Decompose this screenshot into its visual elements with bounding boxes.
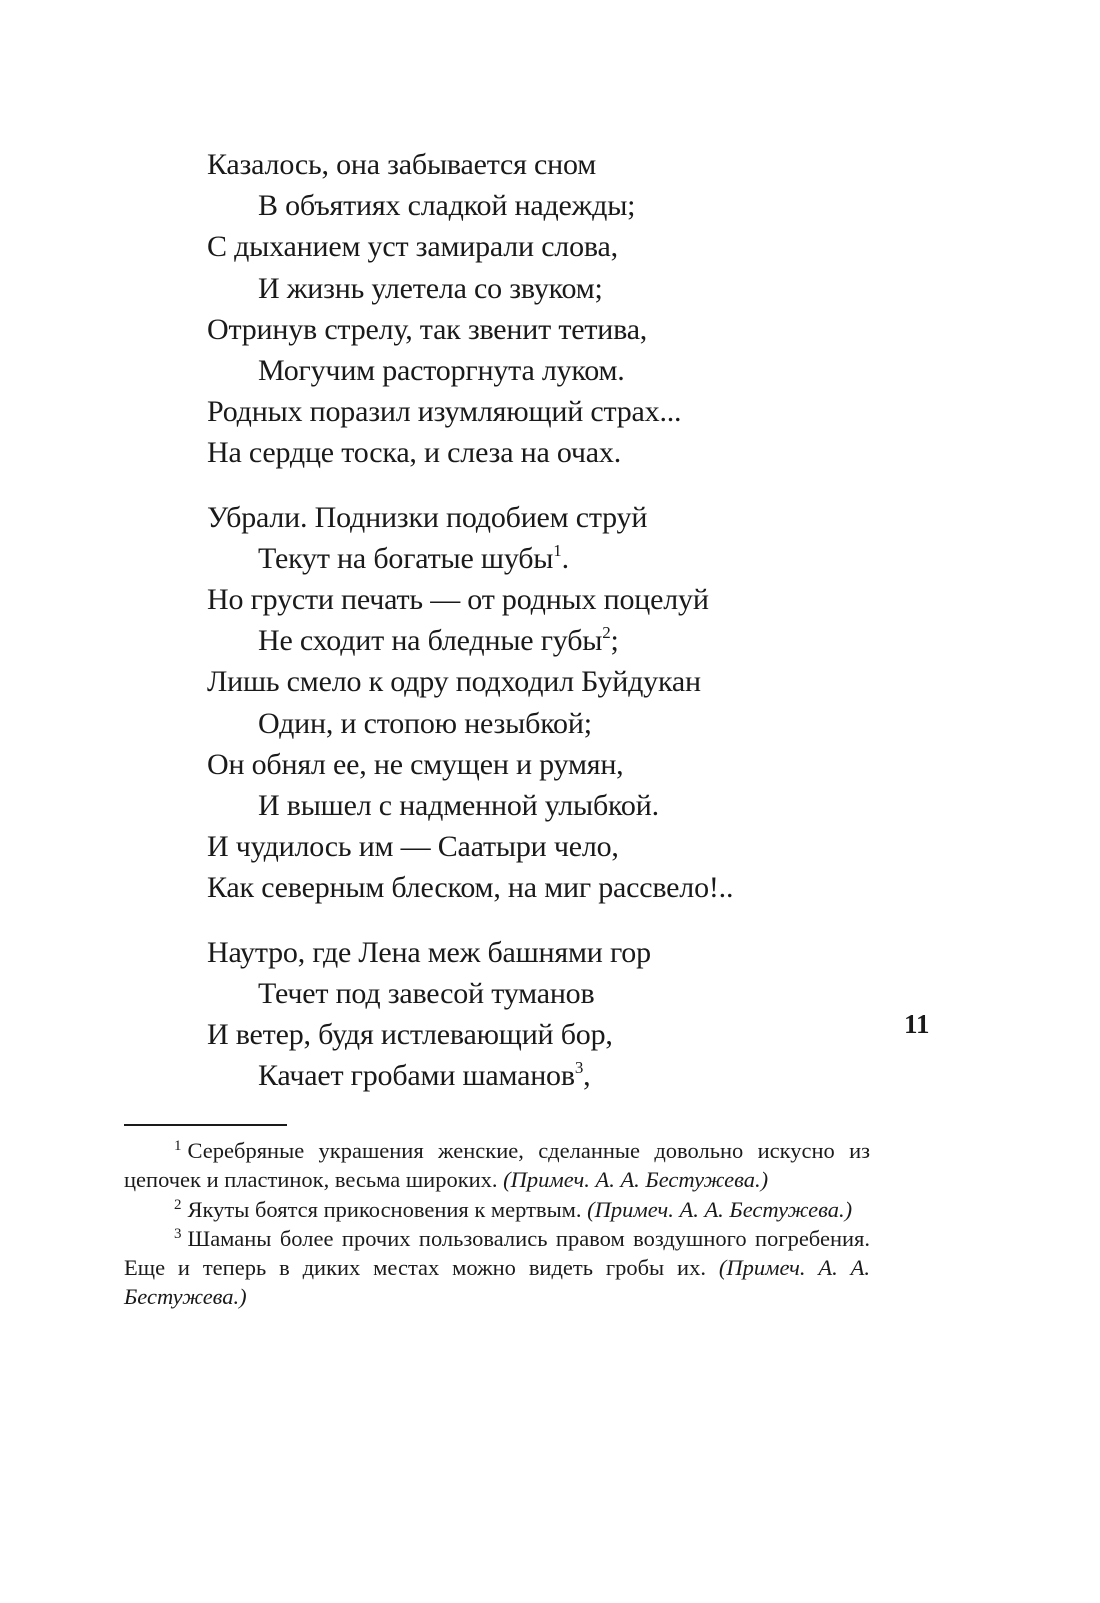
footnote-attribution: (Примеч. А. А. Бестужева.) [124,1255,871,1310]
poem-line: Но грусти печать — от родных поцелуй [207,583,709,617]
poem-line: Могучим расторгнута луком. [258,354,625,388]
poem-line: И ветер, будя истлевающий бор, [207,1018,613,1052]
poem-line [207,620,907,661]
footnote-text: Серебряные украшения женские, сделанные довольно искусно из цепочек и пластинок, весьма широких. [124,1138,870,1193]
poem-line [207,538,907,579]
poem-line: Казалось, она забывается сном [207,148,597,181]
punctuation: ; [610,624,619,658]
footnote-3 [124,1224,870,1312]
poem-line: В объятиях сладкой надежды; [258,189,636,223]
stanza-2 [207,497,907,909]
poem-line: Он обнял ее, не смущен и румян, [207,747,624,781]
footnote-ref-3[interactable]: 3 [574,1058,584,1078]
footnote-text: Шаманы более прочих пользовались правом воздушного погребения. Еще и теперь в диких местах можно видеть гробы их. [124,1225,870,1281]
poem-line: Родных поразил изумляющий страх... [207,395,682,429]
footnote-attribution: (Примеч. А. А. Бестужева.) [503,1167,769,1193]
poem [207,144,907,1119]
footnote-number: 2 [174,1196,182,1213]
page-number: 11 [904,1009,930,1039]
poem-line: Течет под завесой туманов [258,976,595,1010]
footnote-ref-2[interactable]: 2 [602,623,611,643]
poem-line: Лишь смело к одру подходил Буйдукан [207,665,701,699]
poem-line: И жизнь улетела со звуком; [258,271,603,305]
stanza-3 [207,932,907,1097]
poem-line: С дыханием уст замирали слова, [207,230,618,264]
poem-line: На сердце тоска, и слеза на очах. [207,436,622,470]
poem-line: Наутро, где Лена меж башнями гор [207,935,651,969]
poem-line [207,1055,907,1096]
poem-line-text: Качает гробами шаманов [258,1059,575,1093]
poem-line-text: Текут на богатые шубы [258,541,554,575]
footnotes [124,1136,870,1312]
poem-line: И вышел с надменной улыбкой. [258,789,659,823]
footnote-attribution: (Примеч. А. А. Бестужева.) [587,1196,853,1222]
punctuation: . [561,541,569,575]
poem-line: Отринув стрелу, так звенит тетива, [207,312,648,346]
footnote-ref-1[interactable]: 1 [553,540,562,560]
footnote-number: 3 [174,1225,182,1242]
punctuation: , [583,1059,591,1093]
poem-line: Убрали. Поднизки подобием струй [207,500,648,534]
poem-line: Как северным блеском, на миг рассвело!.. [207,871,734,905]
footnote-2 [124,1195,870,1224]
poem-line: Один, и стопою незыбкой; [258,706,592,740]
poem-line-text: Не сходит на бледные губы [258,624,603,658]
poem-line: И чудилось им — Саатыри чело, [207,830,619,864]
footnote-text: Якуты боятся прикосновения к мертвым. [187,1196,582,1222]
stanza-1 [207,144,907,474]
footnote-1 [124,1136,870,1195]
footnote-number: 1 [174,1138,182,1154]
footnote-separator [124,1124,287,1126]
